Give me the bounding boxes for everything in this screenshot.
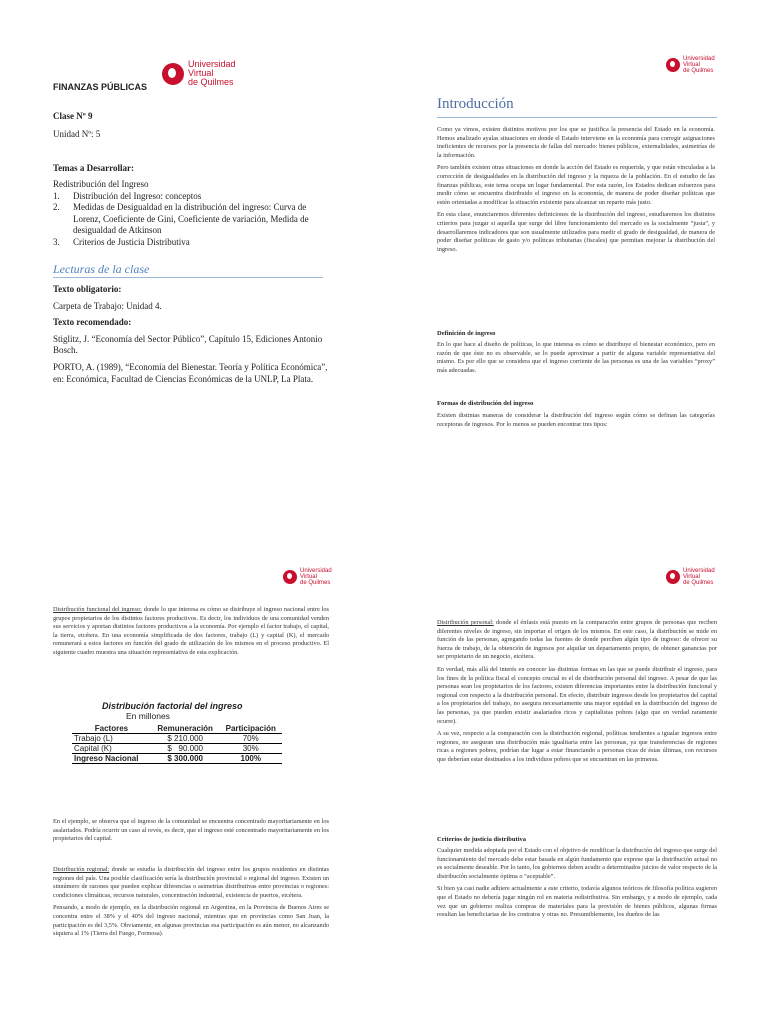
forms-body: Existen distintas maneras de considerar la distribución del ingreso según cómo se definan las categorías receptoras de ingresos. Por lo menos se pueden encontrar tres tipos:	[437, 412, 715, 428]
logo-mark-icon	[666, 570, 680, 584]
topics-list	[53, 179, 323, 249]
university-logo: Universidad Virtual de Quilmes	[666, 56, 715, 74]
recommended-text-2: PORTO, A. (1989), “Economía del Bienestar. Teoría y Política Económica”, en: Económica, Facultad de Ciencias Económicas de la UNLP, La Plata.	[53, 361, 328, 384]
personal-section: Distribución personal: donde el énfasis está puesto en la comparación entre grupos de personas que reciben diferentes niveles de ingreso, sin importar el origen de los mismos. En este caso, la distribución se mide en función de las personas, agregando todas las fuentes de donde perciben algún tipo de ingreso: de ofrecer su fuerza de trabajo, de la obtención de ingresos por alquilar un departamento propio, de obtener ganancias por ser propietario de un negocio, etcétera. En verdad, más allá del interés en conocer las distintas formas en las que se puede distribuir el ingreso, para los fines de la política fiscal el concepto crucial es el de distribución personal del ingreso. A pesar de que las personas sean los propietarios de los factores, existen diferencias importantes entre la distribución funcional y regional con respecto a la distribución personal. En efecto, distribuir ingresos desde los propietarios del capital a los propietarios del trabajo, no asegura necesariamente una mayor equidad en la distribución del ingreso de las personas, ya que pueden existir asalariados ricos y capitalistas pobres (algo que en verdad raramente ocurre). A su vez, respecto a la comparación con la distribución regional, políticas tendientes a igualar ingresos entre regiones, no aseguran una distribución más igualitaria entre las personas, ya que transferencias de regiones ricas a regiones pobres, podrían dar lugar a estar financiando a personas ricas de éstas últimas, con recursos que deberían estar destinados a los individuos pobres que se encuentran en las primeras.	[437, 619, 717, 763]
forms-heading: Formas de distribución del ingreso	[437, 400, 534, 407]
functional-paragraph: Distribución funcional del ingreso: donde lo que interesa es cómo se distribuye el ingreso nacional entre los grupos propietarios de los distintos factores productivos. Es decir, los individuos de una comunidad venden sus servicios y aportan distintos factores productivos a la economía. Por ejemplo el factor trabajo, el capital, la tierra, etcétera. En una economía simplificada de dos factores, trabajo (L) y capital (K), el mercado remunerará a estos factores en función del grado de utilización de los mismos en el proceso productivo. El siguiente cuadro muestra una situación representativa de esta explicación.	[53, 606, 329, 656]
page-4	[384, 512, 768, 1024]
topics-intro: Redistribución del Ingreso	[53, 179, 149, 189]
definition-body: En lo que hace al diseño de políticas, lo que interesa es cómo se distribuye el bienestar económico, pero en razón de que éste no es observable, se lo puede aproximar a partir de alguna variable representativa del mismo. Es por ello que se considera que el ingreso corriente de las personas es una de las variables “proxy” más adecuadas.	[437, 341, 715, 374]
course-title: FINANZAS PÚBLICAS	[53, 82, 147, 92]
readings-heading: Lecturas de la clase	[53, 262, 150, 276]
topic-item: 2. Medidas de Desigualdad en la distribución del ingreso: Curva de Lorenz, Coeficiente de Gini, Coeficiente de variación, Medida de desigualdad de Atkinson	[53, 202, 309, 236]
page-3	[0, 512, 384, 1024]
divider	[437, 117, 717, 118]
table-total-row: Ingreso Nacional $ 300.000 100%	[72, 754, 282, 764]
university-logo: Universidad Virtual de Quilmes	[283, 568, 332, 586]
criteria-heading: Criterios de justicia distributiva	[437, 836, 527, 843]
table-row: Trabajo (L) $ 210.000 70%	[72, 734, 282, 744]
recommended-label: Texto recomendado:	[53, 317, 132, 328]
topic-item: 3. Criterios de Justicia Distributiva	[53, 236, 190, 247]
university-logo: Universidad Virtual de Quilmes	[666, 568, 715, 586]
page-1	[0, 0, 384, 512]
example-paragraph: En el ejemplo, se observa que el ingreso de la comunidad se encuentra concentrado mayoritariamente en los asalariados. Podría ocurrir un caso al revés, es decir, que el ingreso esté concentrado mayoritariamente en los propietarios del capital.	[53, 818, 329, 843]
divider	[53, 277, 323, 278]
table-row: Capital (K) $ 90.000 30%	[72, 744, 282, 754]
table-title: Distribución factorial del ingreso	[102, 701, 243, 711]
definition-heading: Definición de ingreso	[437, 330, 496, 337]
university-logo: Universidad Virtual de Quilmes	[162, 60, 236, 87]
required-label: Texto obligatorio:	[53, 284, 122, 294]
recommended-text-1: Stiglitz, J. “Economía del Sector Público”, Capítulo 15, Ediciones Antonio Bosch.	[53, 333, 323, 356]
required-text: Carpeta de Trabajo: Unidad 4.	[53, 300, 162, 311]
logo-mark-icon	[162, 63, 184, 85]
regional-section: Distribución regional: donde se estudia la distribución del ingreso entre los grupos residentes en distintas regiones del país. Una posible clasificación sería la distribución provincial o regional del ingreso. Existen un sinnúmero de razones que pueden explicar diferencias o asimetrías distributivas entre provincias o regiones: condiciones climáticas, recursos naturales, concentración industrial, existencia de puertos, etcétera. Pensando, a modo de ejemplo, en la distribución regional en Argentina, en la Provincia de Buenos Aires se concentra entre el 38% y el 40% del ingreso nacional, mientras que en provincias como San Juan, la participación es del 3,5%. Obviamente, en algunas provincias esa participación es aún menor, no alcanzando siquiera al 1% (Tierra del Fuego, Formosa).	[53, 866, 329, 938]
logo-mark-icon	[283, 570, 297, 584]
logo-mark-icon	[666, 58, 680, 72]
unit-number: Unidad Nº: 5	[53, 129, 101, 139]
class-number: Clase Nº 9	[53, 111, 93, 121]
topics-heading: Temas a Desarrollar:	[53, 163, 134, 173]
table-subtitle: En millones	[126, 711, 170, 721]
page-2	[384, 0, 768, 512]
factor-distribution-table	[72, 701, 282, 764]
readings-section	[53, 284, 338, 390]
topic-item: 1. Distribución del Ingreso: conceptos	[53, 190, 202, 201]
criteria-body: Cualquier medida adoptada por el Estado con el objetivo de modificar la distribución del ingreso que surge del funcionamiento del mercado debe estar basada en algún fundamento que exprese que la distribución actual no es socialmente deseable. Por lo tanto, los gobiernos deben acudir a determinados juicios de valor respecto de la distribución socialmente óptima o “aceptable”. Si bien ya casi nadie adhiere actualmente a este criterio, todavía algunos teóricos de filosofía política sugieren que el Estado no debería jugar ningún rol en materia redistributiva. Sin embargo, y a modo de ejemplo, cada vez que un gobierno realiza compras de materiales para la provisión de bienes públicos, algunas firmas resultan las beneficiarias de los contratos y otras no. Presumiblemente, los dueños de las	[437, 847, 717, 919]
intro-body: Como ya vimos, existen distintos motivos por los que se justifica la presencia del Estado en la economía. Hemos analizado ayalas situaciones en donde el Estado interviene en la economía para corregir asignaciones ineficientes de recursos por la presencia de fallas del mercado: bienes públicos, externalidades, asimetrías de la información. Pero también existen otras situaciones en donde la acción del Estado es requerida, y que están vinculadas a la corrección de desigualdades en la distribución del ingreso y la riqueza de la población. En el estudio de las finanzas públicas, este tema ocupa un lugar fundamental. Por esta razón, los Estados dedican esfuerzos para medir cómo se encuentra distribuido el ingreso en la economía, de manera de poder diseñar políticas que estén orientadas a modificar la situación existente para alcanzar un reparto más justo. En esta clase, enunciaremos diferentes definiciones de la distribución del ingreso, estudiaremos los distintos criterios para juzgar si aquella que surge del libre funcionamiento del mercado es la socialmente “justa”, y desarrollaremos indicadores que son usualmente utilizados para medir el grado de desigualdad, de manera de poder diseñar políticas de gasto y/o políticas tributarias (fiscales) que permitan mejorar la distribución del ingreso.	[437, 126, 715, 253]
section-title: Introducción	[437, 96, 514, 112]
table-header-row: Factores Remuneración Participación	[72, 724, 282, 734]
